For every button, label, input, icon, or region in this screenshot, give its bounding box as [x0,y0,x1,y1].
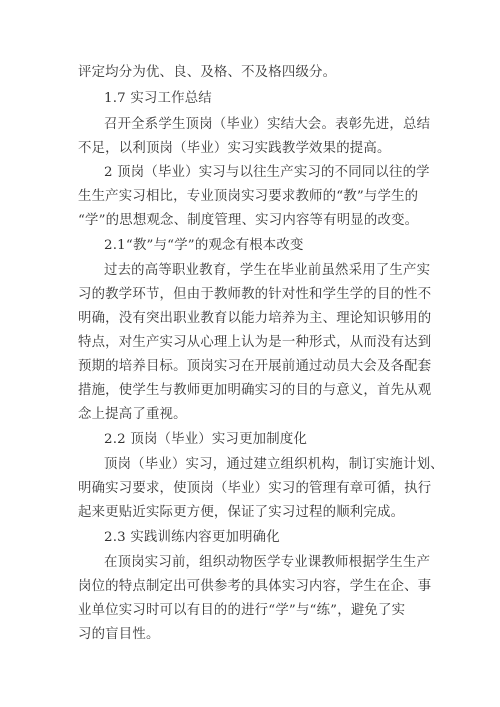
text-line: 岗位的特点制定出可供参考的具体实习内容，学生在企、事 [78,579,432,594]
section-heading: 2.1“教”与“学”的观念有根本改变 [104,238,304,253]
paragraph-first-line: 召开全系学生顶岗（毕业）实结大会。表彰先进，总结 [104,117,431,132]
section-heading: 2.3 实践训练内容更加明确化 [104,530,280,545]
paragraph-first-line: 过去的高等职业教育，学生在毕业前虽然采用了生产实 [104,263,431,278]
paragraph-first-line: 2 顶岗（毕业）实习与以往生产实习的不同同以往的学 [104,165,430,180]
text-line: 特点，对生产实习从心理上认为是一种形式，从而没有达到 [78,335,432,350]
text-line: 念上提高了重视。 [78,407,187,422]
section-heading: 1.7 实习工作总结 [104,91,212,106]
paragraph-first-line: 在顶岗实习前，组织动物医学专业课教师根据学生生产 [104,555,431,570]
text-line: 措施，使学生与教师更加明确实习的目的与意义，首先从观 [78,383,432,398]
text-line: 明确，没有突出职业教育以能力培养为主、理论知识够用的 [78,311,432,326]
text-line: 不足，以利顶岗（毕业）实习实践教学效果的提高。 [78,141,391,156]
text-line: 习的教学环节，但由于教师教的针对性和学生学的目的性不 [78,287,432,302]
text-line: 明确实习要求，使顶岗（毕业）实习的管理有章可循，执行 [78,481,432,496]
paragraph-first-line: 顶岗（毕业）实习，通过建立组织机构，制订实施计划、 [104,457,444,472]
text-line: “学”的思想观念、制度管理、实习内容等有明显的改变。 [78,213,419,228]
text-line: 业单位实习时可以有目的的进行“学”与“练”，避免了实 [78,603,406,618]
text-line: 评定均分为优、良、及格、不及格四级分。 [78,65,337,80]
text-line: 习的盲目性。 [78,627,160,642]
text-line: 生生产实习相比，专业顶岗实习要求教师的“教”与学生的 [78,189,419,204]
section-heading: 2.2 顶岗（毕业）实习更加制度化 [104,432,308,447]
text-line: 起来更贴近实际更方便，保证了实习过程的顺利完成。 [78,505,405,520]
text-line: 预期的培养目标。顶岗实习在开展前通过动员大会及各配套 [78,359,432,374]
